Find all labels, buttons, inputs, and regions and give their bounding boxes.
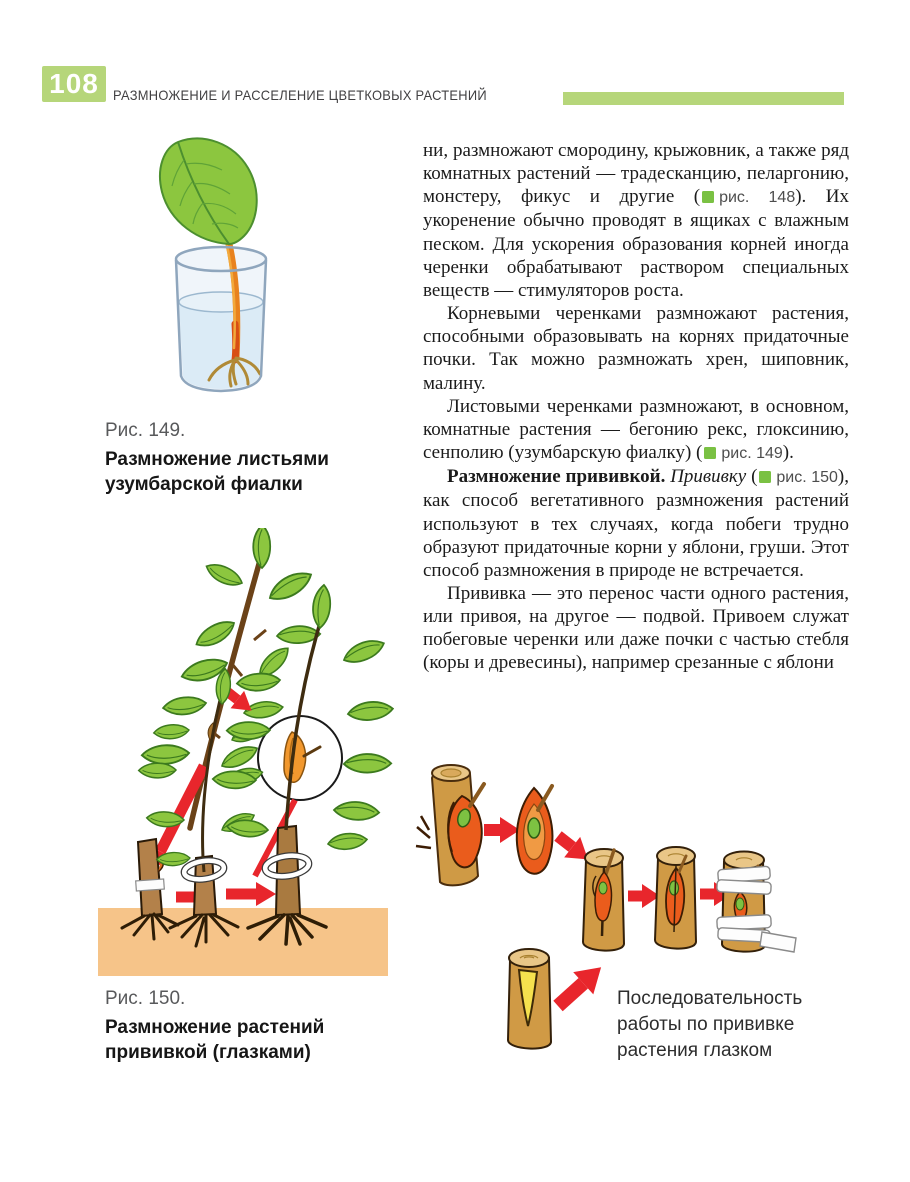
sequence-caption: Последовательность работы по прививке растения глазком bbox=[617, 988, 803, 1061]
paragraph-4 bbox=[423, 465, 849, 582]
page-number: 108 bbox=[49, 68, 99, 99]
paragraph-3 bbox=[423, 395, 849, 465]
rootstock-with-cut bbox=[508, 949, 551, 1049]
paragraph-1 bbox=[423, 139, 849, 302]
fig149-title: Размножение листьями узумбарской фиалки bbox=[105, 449, 329, 495]
text-run: Листовыми черенками размножают, в основном, комнатные растения — бегонию рекс, глоксинию, сенполию (узумбарскую фиалку) ( bbox=[423, 395, 849, 464]
figure-marker-icon bbox=[759, 471, 771, 483]
text-run: Прививка — это перенос части одного растения, или привоя, на другое — подвой. Привоем служат побеговые черенки или даже почки с частью стебля (коры и древесины), например срезанные с яблони bbox=[423, 582, 849, 674]
fig149-illustration-leaf-in-glass bbox=[126, 126, 363, 418]
header-accent-bar bbox=[563, 92, 844, 105]
fig150-illustration-grafting-stages bbox=[92, 528, 394, 978]
text-run: ). Их укоренение обычно проводят в ящиках с влажным песком. Для ускорения образования корней иногда черенки обрабатывают раствором специальных веществ — стимуляторов роста. bbox=[423, 186, 849, 301]
fig149-caption bbox=[105, 420, 355, 497]
figure-reference-150 bbox=[757, 469, 838, 486]
fig149-label: Рис. 149. bbox=[105, 420, 186, 441]
figure-reference-148 bbox=[700, 189, 795, 206]
chapter-header-title: РАЗМНОЖЕНИЕ И РАССЕЛЕНИЕ ЦВЕТКОВЫХ РАСТЕНИЙ bbox=[113, 87, 487, 103]
page-number-badge bbox=[42, 66, 106, 102]
red-arrow-1 bbox=[484, 817, 520, 843]
step-bandaged bbox=[717, 852, 796, 953]
run-heading: Размножение прививкой. bbox=[447, 466, 666, 488]
red-arrow-3 bbox=[628, 884, 660, 908]
text-run: ), как способ вегетативного размножения растений используют в тех случаях, когда побеги трудно образуют придаточные корни у яблони, груши. Этот способ размножения в природе не встречается. bbox=[423, 466, 849, 581]
leaf-blade bbox=[160, 138, 257, 244]
fig150-title: Размножение растений прививкой (глазками) bbox=[105, 1017, 325, 1063]
figure-reference-label: рис. 149 bbox=[721, 445, 783, 463]
text-run: ( bbox=[751, 466, 758, 488]
step-branch-with-eye bbox=[416, 765, 484, 885]
step-eye-seated bbox=[655, 847, 696, 949]
run-term: Прививку bbox=[665, 466, 752, 488]
step-cut-eye bbox=[517, 786, 553, 874]
article-text bbox=[423, 139, 849, 675]
figure-marker-icon bbox=[704, 447, 716, 459]
figure-reference-label: рис. 150 bbox=[776, 469, 838, 487]
text-run: ни, размножают смородину, крыжовник, а также ряд комнатных растений — традесканцию, пеларгонию, монстеру, фикус и другие ( bbox=[423, 140, 849, 208]
fig150-label: Рис. 150. bbox=[105, 988, 186, 1009]
figure-marker-icon bbox=[702, 191, 714, 203]
red-arrow-5 bbox=[548, 956, 611, 1017]
text-run: ). bbox=[782, 442, 794, 464]
glass bbox=[176, 248, 266, 391]
figure-reference-label: рис. 148 bbox=[719, 189, 796, 207]
fig150-caption bbox=[105, 988, 355, 1065]
paragraph-5 bbox=[423, 582, 849, 675]
figure-reference-149 bbox=[702, 445, 782, 462]
magnified-bud-circle bbox=[258, 716, 342, 800]
red-arrow-stage2-3 bbox=[226, 882, 276, 906]
step-rootstock-insert bbox=[583, 849, 624, 951]
text-run: Корневыми черенками размножают растения, способными образовывать на корнях придаточные почки. Так можно размножать хрен, шиповник, малину. bbox=[423, 303, 849, 394]
paragraph-2 bbox=[423, 302, 849, 395]
